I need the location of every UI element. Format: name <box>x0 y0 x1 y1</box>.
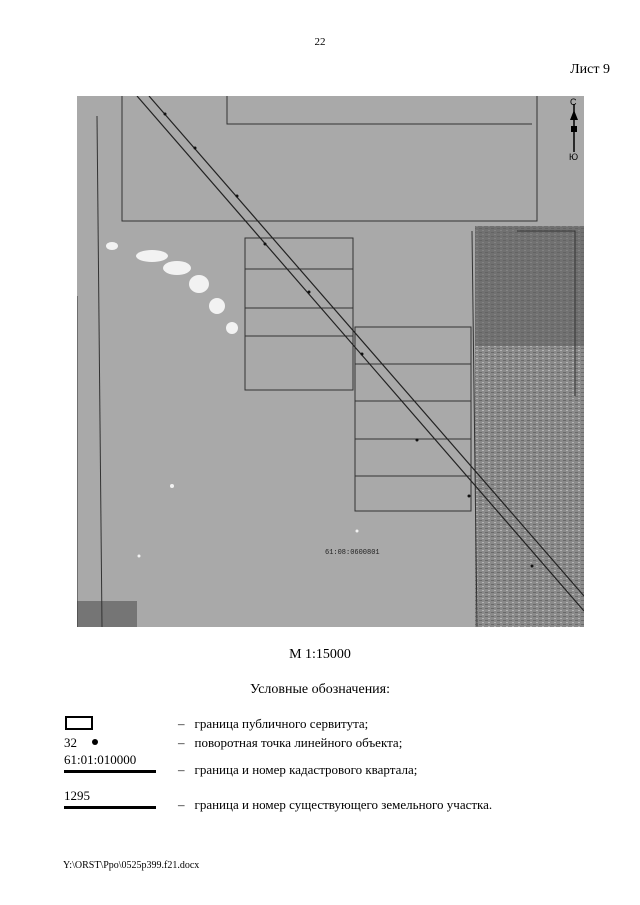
legend-dash: – <box>178 735 185 750</box>
legend-item-parcel <box>178 797 492 813</box>
scale-label: М 1:15000 <box>289 647 351 662</box>
cadastral-map <box>77 96 584 627</box>
legend-sample-quarter-line <box>64 770 156 773</box>
legend-text: граница и номер кадастрового квартала; <box>194 762 418 777</box>
sheet-label: Лист 9 <box>570 62 610 77</box>
page-number: 22 <box>314 36 326 48</box>
legend-text: поворотная точка линейного объекта; <box>194 735 403 750</box>
legend-item-turning-point <box>178 735 402 751</box>
legend-sample-point-number: 32 <box>64 735 77 750</box>
footer-file-path: Y:\ORST\Ppo\0525p399.f21.docx <box>63 860 200 871</box>
legend-sample-servitude <box>65 716 93 730</box>
legend-item-quarter <box>178 762 417 778</box>
legend-sample-quarter-number: 61:01:010000 <box>64 752 137 767</box>
legend-sample-parcel-number: 1295 <box>64 788 90 803</box>
compass-south: Ю <box>569 152 579 162</box>
legend-dash: – <box>178 716 185 731</box>
legend-text: граница публичного сервитута; <box>194 716 369 731</box>
legend-item-servitude <box>178 716 368 732</box>
legend-dash: – <box>178 762 185 777</box>
legend-sample-parcel-line <box>64 806 156 809</box>
compass-north: С <box>570 97 577 107</box>
legend-text: граница и номер существующего земельного участка. <box>194 797 493 812</box>
quarter-label: 61:08:0600801 <box>325 549 380 557</box>
legend-dash: – <box>178 797 185 812</box>
legend-title: Условные обозначения: <box>249 682 391 697</box>
point-dot-icon <box>92 739 98 745</box>
